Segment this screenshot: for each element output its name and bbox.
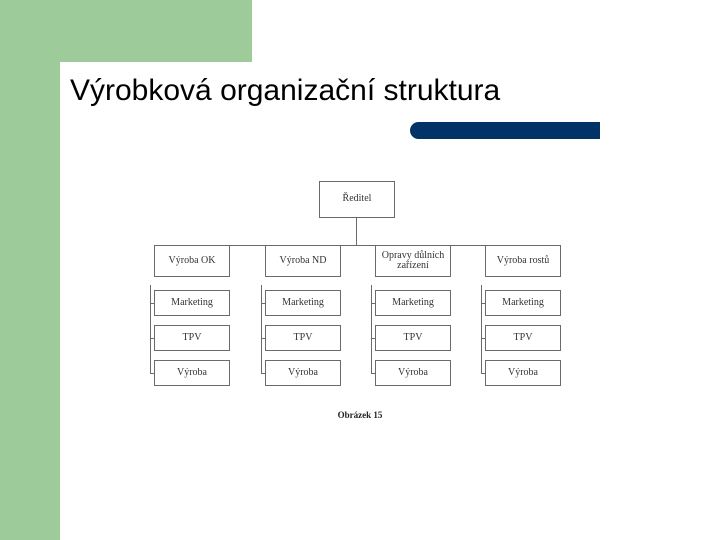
unit-box: Marketing <box>265 290 341 316</box>
unit-box: TPV <box>265 325 341 351</box>
figure-caption: Obrázek 15 <box>337 410 383 420</box>
unit-box: TPV <box>154 325 230 351</box>
unit-box: Marketing <box>375 290 451 316</box>
division-spine <box>371 285 372 373</box>
slide-title: Výrobková organizační struktura <box>70 74 501 107</box>
unit-box: Marketing <box>154 290 230 316</box>
division-spine <box>150 285 151 373</box>
root-connector <box>356 218 357 245</box>
division-spine <box>481 285 482 373</box>
unit-box: Výroba <box>154 360 230 386</box>
division-box: Opravy důlních zařízení <box>375 245 451 277</box>
division-spine <box>261 285 262 373</box>
unit-box: Výroba <box>265 360 341 386</box>
unit-box: Marketing <box>485 290 561 316</box>
unit-box: TPV <box>375 325 451 351</box>
unit-box: Výroba <box>375 360 451 386</box>
root-box: Ředitel <box>319 181 395 218</box>
unit-box: TPV <box>485 325 561 351</box>
unit-box: Výroba <box>485 360 561 386</box>
division-box: Výroba OK <box>154 245 230 277</box>
division-box: Výroba ND <box>265 245 341 277</box>
division-box: Výroba rostů <box>485 245 561 277</box>
